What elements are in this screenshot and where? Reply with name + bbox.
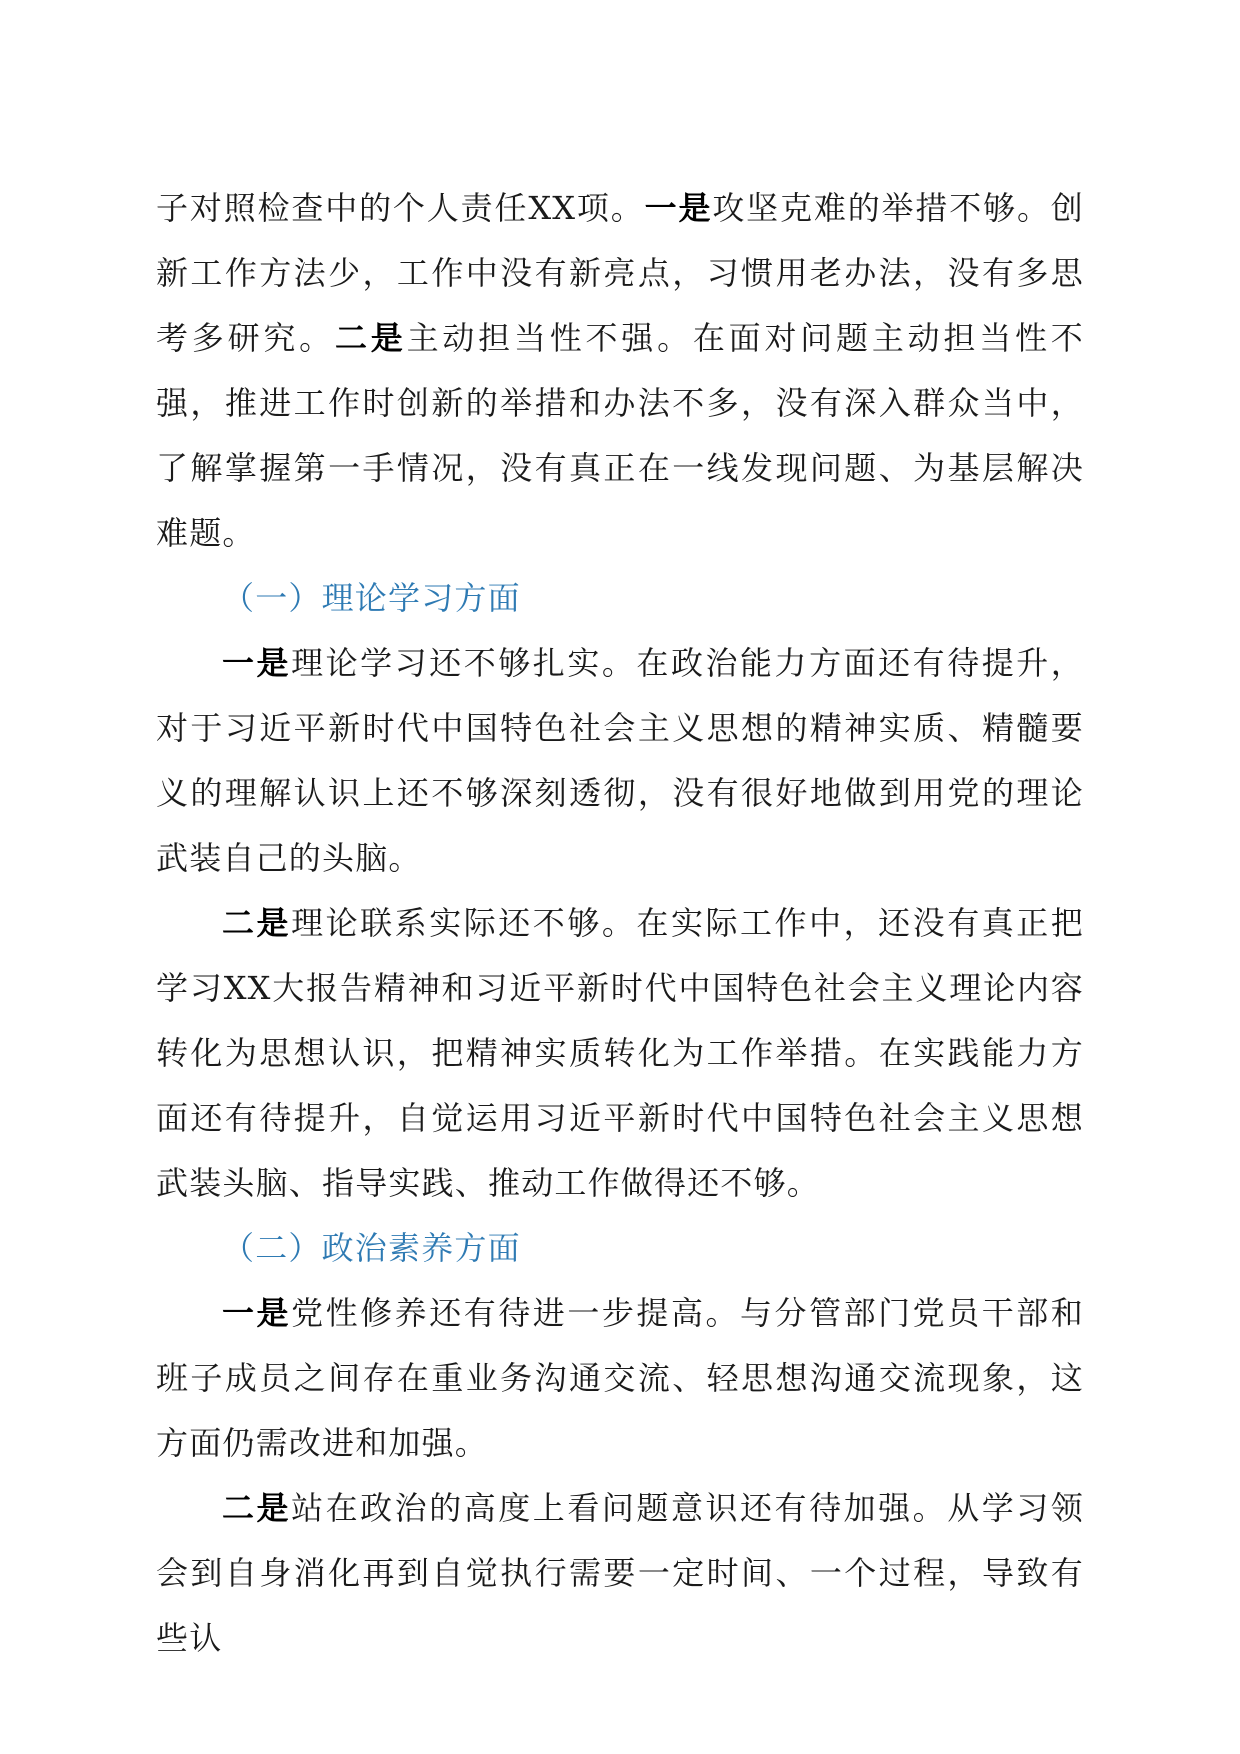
paragraph-text: 党性修养还有待进一步提高。与分管部门党员干部和班子成员之间存在重业务沟通交流、轻思想沟通交流现象，这方面仍需改进和加强。	[156, 1294, 1084, 1462]
paragraph-text: 站在政治的高度上看问题意识还有待加强。从学习领会到自身消化再到自觉执行需要一定时间、一个过程，导致有些认	[156, 1489, 1084, 1657]
section-heading-political-quality: （二）政治素养方面	[222, 1229, 521, 1267]
lead-marker: 一是	[644, 189, 713, 227]
section2-paragraph-1	[156, 1281, 1084, 1476]
section1-paragraph-1	[156, 631, 1084, 891]
lead-marker: 一是	[222, 644, 292, 682]
continuation-pre-text: 子对照检查中的个人责任XX项。	[156, 189, 645, 227]
section2-paragraph-2	[156, 1476, 1084, 1671]
continuation-paragraph	[156, 176, 1084, 566]
paragraph-text: 攻坚克难的举措不够。创新工作方法少，工作中没有新亮点，习惯用老办法，没有多思考多研究。	[156, 189, 1084, 357]
section1-paragraph-2	[156, 891, 1084, 1216]
document-page	[156, 176, 1084, 1671]
lead-marker: 二是	[222, 1489, 292, 1527]
paragraph-text: 理论联系实际还不够。在实际工作中，还没有真正把学习XX大报告精神和习近平新时代中国特色社会主义理论内容转化为思想认识，把精神实质转化为工作举措。在实践能力方面还有待提升，自觉运用习近平新时代中国特色社会主义思想武装头脑、指导实践、推动工作做得还不够。	[156, 904, 1084, 1202]
section-heading-theory-study: （一）理论学习方面	[222, 579, 521, 617]
lead-marker: 二是	[334, 319, 407, 357]
lead-marker: 一是	[222, 1294, 292, 1332]
lead-marker: 二是	[222, 904, 292, 942]
paragraph-text: 主动担当性不强。在面对问题主动担当性不强，推进工作时创新的举措和办法不多，没有深入群众当中，了解掌握第一手情况，没有真正在一线发现问题、为基层解决难题。	[156, 319, 1084, 552]
paragraph-text: 理论学习还不够扎实。在政治能力方面还有待提升，对于习近平新时代中国特色社会主义思想的精神实质、精髓要义的理解认识上还不够深刻透彻，没有很好地做到用党的理论武装自己的头脑。	[156, 644, 1084, 877]
